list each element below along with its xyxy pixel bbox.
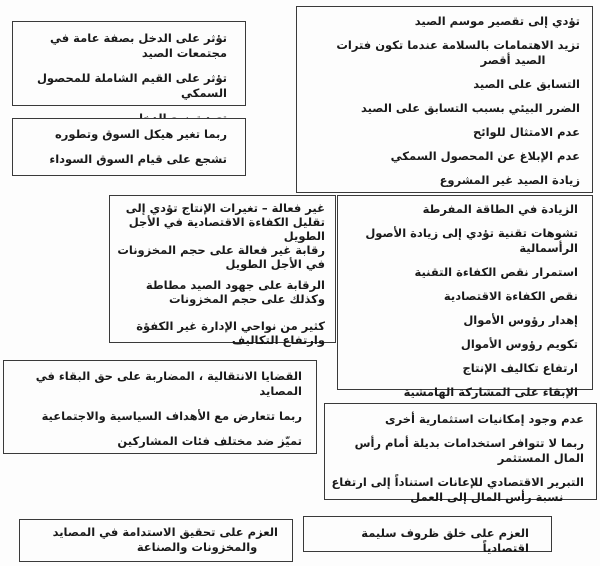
text-line: تشجع على قيام السوق السوداء	[49, 152, 227, 166]
text-line: ربما تتعارض مع الأهداف السياسية والاجتماعية	[41, 409, 302, 423]
text-line: عدم الامتثال للوائح	[472, 125, 580, 139]
text-line: رقابة غير فعالة على حجم المخزونات في الأجل الطويل	[117, 243, 325, 271]
economic-conditions-resolve-box	[303, 516, 552, 555]
text-line: زيادة الصيد غير المشروع	[439, 173, 580, 187]
text-line: الرقابة على جهود الصيد مطاطة وكذلك على حجم المخزونات	[145, 278, 325, 306]
text-line: كثير من نواحي الإدارة غير الكفؤة وارتفاع التكاليف	[136, 319, 325, 347]
market-effects-box	[12, 118, 246, 176]
text-line: تؤدي إلى تقصير موسم الصيد	[414, 14, 580, 28]
investment-alternatives-box	[324, 403, 597, 504]
text-line: التبرير الاقتصادي للإعانات استناداً إلى ارتفاع نسبة رأس المال إلى العمل	[331, 475, 584, 504]
text-line: عدم وجود إمكانيات استثمارية أخرى	[385, 412, 584, 426]
text-line: ربما تغير هيكل السوق وتطوره	[54, 127, 227, 141]
text-line: القضايا الانتقالية ، المضاربة على حق البقاء في المصايد	[35, 369, 302, 398]
text-line: التسابق على الصيد	[473, 77, 580, 91]
income-effects-box	[12, 21, 246, 106]
text-line: الإبقاء على المشاركة الهامشية	[403, 385, 578, 399]
text-line: تكويم رؤوس الأموال	[460, 337, 578, 351]
text-line: استمرار نقص الكفاءة التقنية	[414, 265, 578, 279]
text-line: تزيد الاهتمامات بالسلامة عندما تكون فترات الصيد أقصر	[336, 38, 580, 67]
text-line: الضرر البيئي بسبب التسابق على الصيد	[360, 101, 580, 115]
text-line: غير فعالة – تغيرات الإنتاج تؤدي إلى تقليل الكفاءة الاقتصادية في الأجل الطويل	[125, 201, 325, 243]
text-line: نقص الكفاءة الاقتصادية	[443, 289, 578, 303]
text-line: العزم على تحقيق الاستدامة في المصايد والمخزونات والصناعة	[52, 525, 278, 554]
transitional-issues-box	[3, 360, 317, 454]
text-line: تؤثر على القيم الشاملة للمحصول السمكي	[36, 71, 227, 100]
text-line: ارتفاع تكاليف الإنتاج	[462, 361, 578, 375]
text-line: إهدار رؤوس الأموال	[463, 313, 578, 327]
text-line: تؤثر على الدخل بصفة عامة في مجتمعات الصيد	[50, 31, 227, 60]
text-line: تشوهات تقنية تؤدي إلى زيادة الأصول الرأسمالية	[365, 226, 578, 255]
text-line: عدم الإبلاغ عن المحصول السمكي	[390, 149, 580, 163]
text-line: ربما لا تتوافر استخدامات بديلة أمام رأس المال المستثمر	[354, 436, 584, 465]
overcapacity-effects-box	[337, 195, 593, 399]
text-line: الزيادة في الطاقة المفرطة	[422, 202, 578, 216]
management-inefficiency-box	[109, 195, 336, 347]
sustainability-resolve-box	[19, 519, 293, 562]
text-line: تميّز ضد مختلف فئات المشاركين	[117, 434, 302, 448]
text-line: العزم على خلق ظروف سليمة اقتصادياً	[361, 526, 529, 555]
fishing-season-effects-box	[296, 6, 593, 193]
